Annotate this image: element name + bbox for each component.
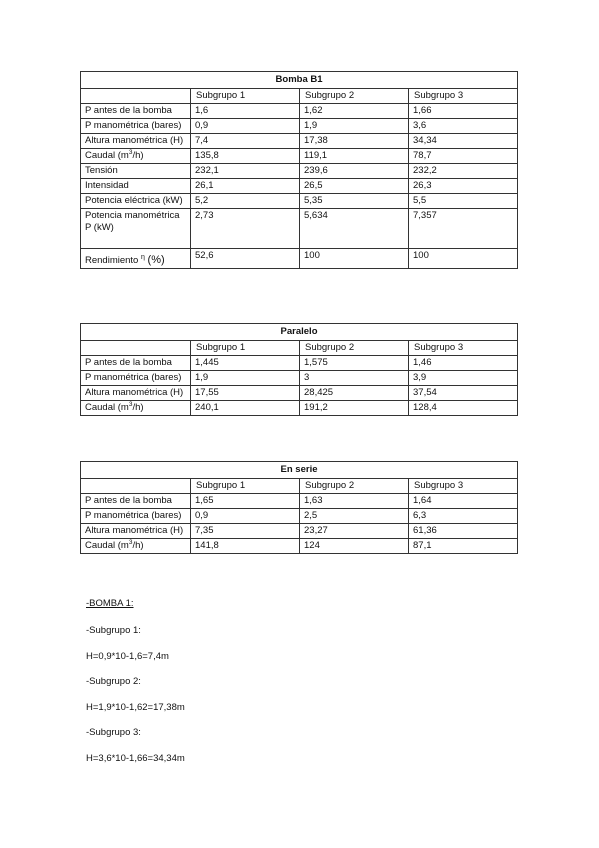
cell: 1,66 bbox=[409, 104, 518, 119]
cell: 240,1 bbox=[191, 401, 300, 416]
notes-formula: H=1,9*10-1,62=17,38m bbox=[86, 702, 185, 713]
cell: 7,357 bbox=[409, 209, 518, 249]
row-label: Potencia manométrica P (kW) bbox=[81, 209, 191, 249]
cell: 5,2 bbox=[191, 194, 300, 209]
cell: 6,3 bbox=[409, 509, 518, 524]
header-cell: Subgrupo 3 bbox=[409, 89, 518, 104]
cell: 1,575 bbox=[300, 356, 409, 371]
cell: 119,1 bbox=[300, 149, 409, 164]
cell: 7,35 bbox=[191, 524, 300, 539]
cell: 0,9 bbox=[191, 119, 300, 134]
table-row bbox=[81, 509, 518, 524]
header-cell: Subgrupo 3 bbox=[409, 341, 518, 356]
cell: 37,54 bbox=[409, 386, 518, 401]
table-row bbox=[81, 119, 518, 134]
table-title: Bomba B1 bbox=[81, 72, 518, 89]
cell: 3 bbox=[300, 371, 409, 386]
header-cell: Subgrupo 2 bbox=[300, 89, 409, 104]
table-row bbox=[81, 494, 518, 509]
cell: 3,6 bbox=[409, 119, 518, 134]
row-label: Altura manométrica (H) bbox=[81, 524, 191, 539]
cell: 26,3 bbox=[409, 179, 518, 194]
cell: 100 bbox=[409, 249, 518, 269]
cell: 5,35 bbox=[300, 194, 409, 209]
cell: 5,634 bbox=[300, 209, 409, 249]
cell: 1,9 bbox=[300, 119, 409, 134]
header-cell: Subgrupo 1 bbox=[191, 341, 300, 356]
row-label: P manométrica (bares) bbox=[81, 509, 191, 524]
table-paralelo bbox=[80, 323, 518, 416]
table-row bbox=[81, 356, 518, 371]
eta-symbol: η bbox=[140, 253, 145, 261]
table-header-row bbox=[81, 89, 518, 104]
notes-line: -Subgrupo 1: bbox=[86, 625, 141, 636]
cell: 52,6 bbox=[191, 249, 300, 269]
cell: 100 bbox=[300, 249, 409, 269]
table-row bbox=[81, 386, 518, 401]
cell: 34,34 bbox=[409, 134, 518, 149]
row-label: Caudal $(m^3/h)$ bbox=[81, 401, 191, 416]
row-label: P manométrica (bares) bbox=[81, 371, 191, 386]
notes-line: -Subgrupo 3: bbox=[86, 727, 141, 738]
cell: 7,4 bbox=[191, 134, 300, 149]
header-cell: Subgrupo 2 bbox=[300, 341, 409, 356]
table-header-row bbox=[81, 341, 518, 356]
cell: 23,27 bbox=[300, 524, 409, 539]
cell: 239,6 bbox=[300, 164, 409, 179]
cell: 78,7 bbox=[409, 149, 518, 164]
cell: 28,425 bbox=[300, 386, 409, 401]
header-cell: Subgrupo 1 bbox=[191, 89, 300, 104]
cell: 128,4 bbox=[409, 401, 518, 416]
table-title: Paralelo bbox=[81, 324, 518, 341]
cell: 141,8 bbox=[191, 539, 300, 554]
cell: 87,1 bbox=[409, 539, 518, 554]
cell: 191,2 bbox=[300, 401, 409, 416]
cell: 135,8 bbox=[191, 149, 300, 164]
row-label: P manométrica (bares) bbox=[81, 119, 191, 134]
header-cell: Subgrupo 3 bbox=[409, 479, 518, 494]
row-label: Caudal $(m^3/h)$ bbox=[81, 149, 191, 164]
cell: 1,6 bbox=[191, 104, 300, 119]
cell: 1,445 bbox=[191, 356, 300, 371]
notes-formula: H=3,6*10-1,66=34,34m bbox=[86, 753, 185, 764]
table-bomba-b1 bbox=[80, 71, 518, 269]
table-title: En serie bbox=[81, 462, 518, 479]
cell: 17,38 bbox=[300, 134, 409, 149]
row-label: Altura manométrica (H) bbox=[81, 134, 191, 149]
cell: 5,5 bbox=[409, 194, 518, 209]
notes-line: -Subgrupo 2: bbox=[86, 676, 141, 687]
cell: 1,65 bbox=[191, 494, 300, 509]
row-label: Caudal $(m^3/h)$ bbox=[81, 539, 191, 554]
cell: 3,9 bbox=[409, 371, 518, 386]
table-row bbox=[81, 371, 518, 386]
notes-formula: H=0,9*10-1,6=7,4m bbox=[86, 651, 169, 662]
cell: 2,5 bbox=[300, 509, 409, 524]
table-row bbox=[81, 104, 518, 119]
cell: 2,73 bbox=[191, 209, 300, 249]
cell: 26,1 bbox=[191, 179, 300, 194]
row-label: P antes de la bomba bbox=[81, 104, 191, 119]
cell: 26,5 bbox=[300, 179, 409, 194]
row-label: P antes de la bomba bbox=[81, 356, 191, 371]
cell: 1,62 bbox=[300, 104, 409, 119]
row-label: Tensión bbox=[81, 164, 191, 179]
header-cell: Subgrupo 2 bbox=[300, 479, 409, 494]
notes-heading: -BOMBA 1: bbox=[86, 598, 134, 609]
table-row bbox=[81, 249, 518, 269]
table-row bbox=[81, 194, 518, 209]
header-cell: Subgrupo 1 bbox=[191, 479, 300, 494]
table-row bbox=[81, 539, 518, 554]
header-cell bbox=[81, 479, 191, 494]
header-cell bbox=[81, 89, 191, 104]
row-label: P antes de la bomba bbox=[81, 494, 191, 509]
table-row bbox=[81, 401, 518, 416]
cell: 0,9 bbox=[191, 509, 300, 524]
table-row bbox=[81, 149, 518, 164]
table-header-row bbox=[81, 479, 518, 494]
row-label: Rendimiento $^\eta$ (%) bbox=[81, 249, 191, 269]
row-label: Altura manométrica (H) bbox=[81, 386, 191, 401]
table-row bbox=[81, 179, 518, 194]
table-row bbox=[81, 164, 518, 179]
table-row bbox=[81, 524, 518, 539]
cell: 61,36 bbox=[409, 524, 518, 539]
cell: 124 bbox=[300, 539, 409, 554]
table-row bbox=[81, 134, 518, 149]
row-label: Potencia eléctrica (kW) bbox=[81, 194, 191, 209]
cell: 232,1 bbox=[191, 164, 300, 179]
cell: 232,2 bbox=[409, 164, 518, 179]
header-cell bbox=[81, 341, 191, 356]
cell: 1,9 bbox=[191, 371, 300, 386]
row-label: Intensidad bbox=[81, 179, 191, 194]
cell: 17,55 bbox=[191, 386, 300, 401]
cell: 1,46 bbox=[409, 356, 518, 371]
cell: 1,63 bbox=[300, 494, 409, 509]
cell: 1,64 bbox=[409, 494, 518, 509]
table-en-serie bbox=[80, 461, 518, 554]
table-row bbox=[81, 209, 518, 249]
